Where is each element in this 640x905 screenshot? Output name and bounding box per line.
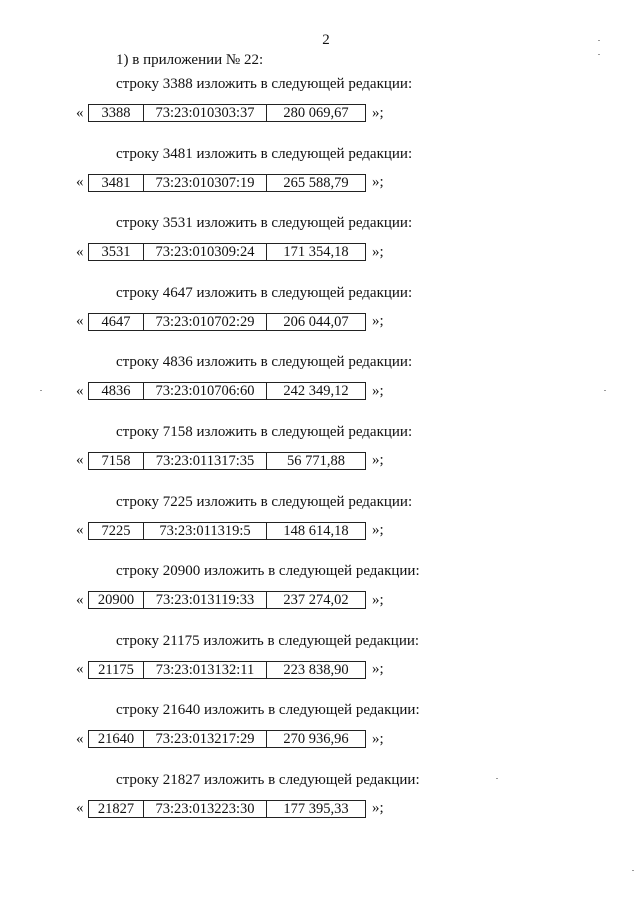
scan-speck <box>604 390 606 391</box>
opening-quote: « <box>76 243 84 260</box>
table-row <box>76 729 384 749</box>
opening-quote: « <box>76 730 84 747</box>
table-row <box>76 173 384 193</box>
table-row <box>76 799 384 819</box>
cadastral-number-cell: 73:23:013217:29 <box>143 730 267 748</box>
amendment-entry <box>0 283 640 353</box>
row-number-cell: 3481 <box>88 174 144 192</box>
opening-quote: « <box>76 313 84 330</box>
closing-quote: »; <box>372 591 384 608</box>
amendment-instruction: строку 21640 изложить в следующей редакции: <box>116 702 420 719</box>
cadastral-value-cell: 206 044,07 <box>266 313 366 331</box>
opening-quote: « <box>76 661 84 678</box>
amendment-instruction: строку 3481 изложить в следующей редакции: <box>116 145 413 162</box>
closing-quote: »; <box>372 452 384 469</box>
closing-quote: »; <box>372 313 384 330</box>
cadastral-value-cell: 171 354,18 <box>266 243 366 261</box>
scan-speck <box>598 40 600 41</box>
closing-quote: »; <box>372 730 384 747</box>
scan-speck <box>632 870 634 871</box>
cadastral-value-cell: 177 395,33 <box>266 800 366 818</box>
table-row <box>76 660 384 680</box>
intro-line: 1) в приложении № 22: <box>116 52 264 68</box>
amendment-entry <box>0 631 640 701</box>
table-row <box>76 103 384 123</box>
table-row <box>76 312 384 332</box>
amendment-entry <box>0 492 640 562</box>
amendment-list <box>0 74 640 840</box>
amendment-entry <box>0 422 640 492</box>
cadastral-value-cell: 237 274,02 <box>266 591 366 609</box>
cadastral-number-cell: 73:23:010303:37 <box>143 104 267 122</box>
cadastral-number-cell: 73:23:013132:11 <box>143 661 267 679</box>
amendment-entry <box>0 144 640 214</box>
row-number-cell: 7225 <box>88 522 144 540</box>
amendment-instruction: строку 3531 изложить в следующей редакции: <box>116 215 413 232</box>
opening-quote: « <box>76 174 84 191</box>
row-number-cell: 21175 <box>88 661 144 679</box>
amendment-instruction: строку 4647 изложить в следующей редакции: <box>116 284 413 301</box>
amendment-instruction: строку 4836 изложить в следующей редакции: <box>116 354 413 371</box>
opening-quote: « <box>76 800 84 817</box>
cadastral-value-cell: 148 614,18 <box>266 522 366 540</box>
row-number-cell: 21827 <box>88 800 144 818</box>
cadastral-number-cell: 73:23:013119:33 <box>143 591 267 609</box>
cadastral-value-cell: 223 838,90 <box>266 661 366 679</box>
closing-quote: »; <box>372 243 384 260</box>
scan-speck <box>496 778 498 779</box>
opening-quote: « <box>76 522 84 539</box>
amendment-entry <box>0 770 640 840</box>
closing-quote: »; <box>372 522 384 539</box>
row-number-cell: 20900 <box>88 591 144 609</box>
opening-quote: « <box>76 382 84 399</box>
table-row <box>76 590 384 610</box>
opening-quote: « <box>76 104 84 121</box>
table-row <box>76 381 384 401</box>
opening-quote: « <box>76 452 84 469</box>
closing-quote: »; <box>372 382 384 399</box>
cadastral-value-cell: 280 069,67 <box>266 104 366 122</box>
row-number-cell: 7158 <box>88 452 144 470</box>
row-number-cell: 4836 <box>88 382 144 400</box>
cadastral-number-cell: 73:23:013223:30 <box>143 800 267 818</box>
scan-speck <box>598 54 600 55</box>
amendment-entry <box>0 700 640 770</box>
opening-quote: « <box>76 591 84 608</box>
scan-speck <box>40 390 42 391</box>
amendment-entry <box>0 561 640 631</box>
cadastral-value-cell: 265 588,79 <box>266 174 366 192</box>
closing-quote: »; <box>372 104 384 121</box>
row-number-cell: 3531 <box>88 243 144 261</box>
closing-quote: »; <box>372 800 384 817</box>
closing-quote: »; <box>372 174 384 191</box>
amendment-instruction: строку 21827 изложить в следующей редакции: <box>116 771 420 788</box>
row-number-cell: 21640 <box>88 730 144 748</box>
amendment-instruction: строку 20900 изложить в следующей редакции: <box>116 563 420 580</box>
table-row <box>76 521 384 541</box>
cadastral-number-cell: 73:23:011317:35 <box>143 452 267 470</box>
amendment-entry <box>0 74 640 144</box>
amendment-entry <box>0 352 640 422</box>
cadastral-value-cell: 242 349,12 <box>266 382 366 400</box>
amendment-instruction: строку 7225 изложить в следующей редакции: <box>116 493 413 510</box>
cadastral-number-cell: 73:23:010706:60 <box>143 382 267 400</box>
cadastral-value-cell: 56 771,88 <box>266 452 366 470</box>
amendment-instruction: строку 3388 изложить в следующей редакции: <box>116 76 413 92</box>
row-number-cell: 3388 <box>88 104 144 122</box>
cadastral-number-cell: 73:23:010702:29 <box>143 313 267 331</box>
amendment-instruction: строку 7158 изложить в следующей редакции: <box>116 423 413 440</box>
cadastral-number-cell: 73:23:010307:19 <box>143 174 267 192</box>
cadastral-value-cell: 270 936,96 <box>266 730 366 748</box>
closing-quote: »; <box>372 661 384 678</box>
amendment-instruction: строку 21175 изложить в следующей редакции: <box>116 632 420 649</box>
amendment-entry <box>0 213 640 283</box>
row-number-cell: 4647 <box>88 313 144 331</box>
page-number: 2 <box>322 32 330 48</box>
cadastral-number-cell: 73:23:010309:24 <box>143 243 267 261</box>
cadastral-number-cell: 73:23:011319:5 <box>143 522 267 540</box>
table-row <box>76 451 384 471</box>
table-row <box>76 242 384 262</box>
